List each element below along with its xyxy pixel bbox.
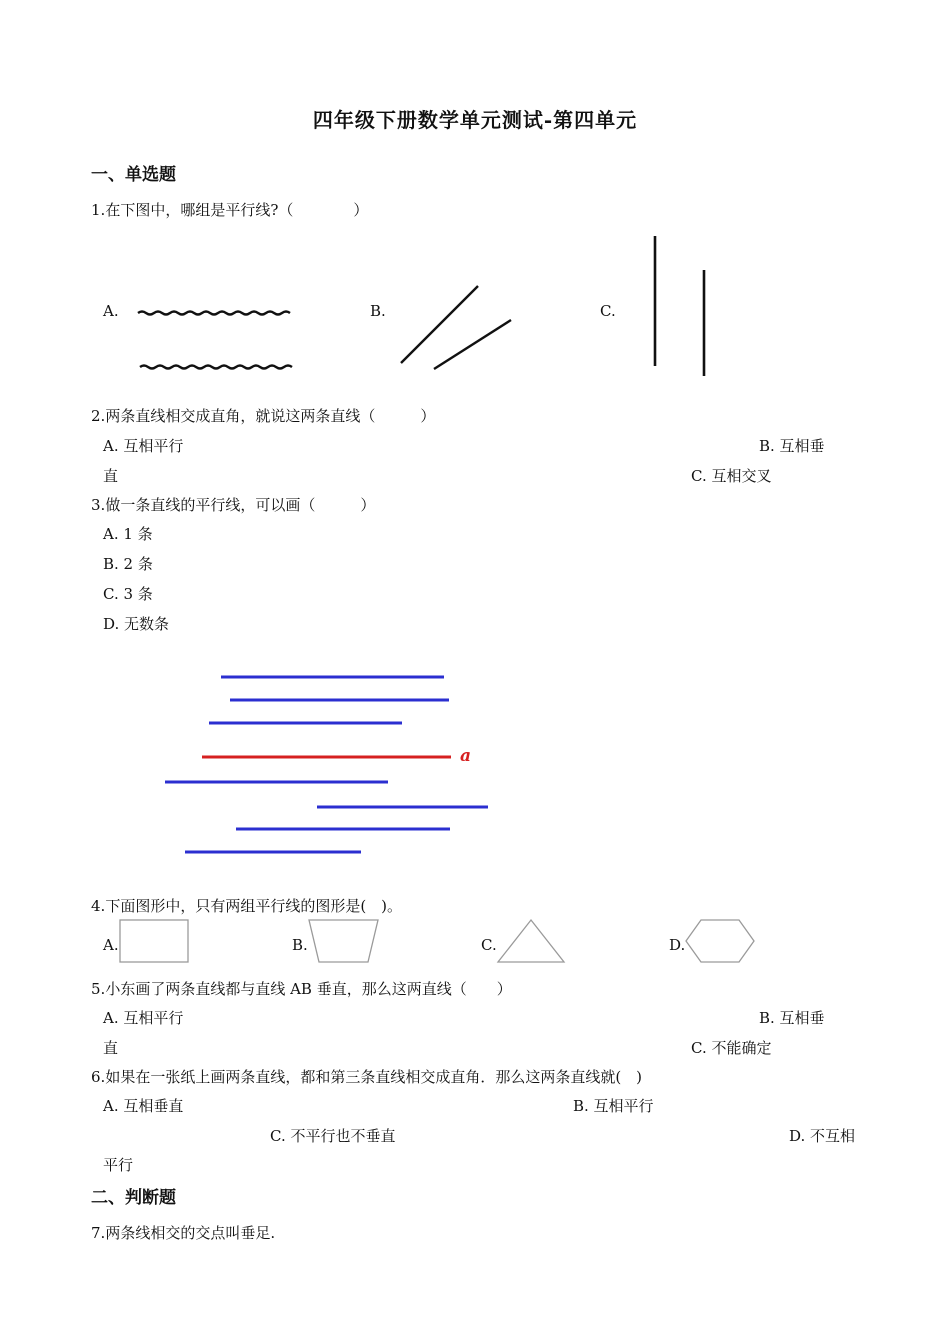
q4-hexagon-shape — [684, 918, 758, 966]
q4-option-d[interactable]: D. — [669, 936, 686, 954]
q1-option-a[interactable]: A. — [103, 302, 119, 320]
question-2 — [91, 405, 435, 426]
question-text: 小东画了两条直线都与直线 AB 垂直，那么这两直线（ ） — [105, 980, 512, 998]
q1-figure-vertical-lines — [640, 232, 720, 382]
section-heading-true-false: 二、判断题 — [91, 1188, 176, 1208]
q4-triangle-shape — [496, 918, 568, 966]
question-text: 下面图形中，只有两组平行线的图形是( )。 — [105, 897, 403, 915]
line-a-label: a — [460, 746, 472, 766]
q5-option-b-wrap: 直 — [103, 1039, 119, 1057]
q3-figure-parallel-lines — [160, 670, 500, 860]
question-number: 6. — [91, 1068, 106, 1086]
q4-option-c[interactable]: C. — [481, 936, 497, 954]
question-5 — [91, 978, 512, 999]
q3-option-c[interactable]: C. 3 条 — [103, 585, 153, 603]
question-number: 5. — [91, 980, 106, 998]
question-text: 两条线相交的交点叫垂足. — [105, 1224, 276, 1242]
question-text: 在下图中，哪组是平行线?（ ） — [105, 201, 369, 219]
q4-rectangle-shape — [118, 918, 192, 966]
q3-option-d[interactable]: D. 无数条 — [103, 615, 170, 633]
q6-option-d-wrap: 平行 — [103, 1156, 134, 1174]
q5-option-a[interactable]: A. 互相平行 — [103, 1009, 184, 1027]
wavy-line-top — [138, 312, 290, 315]
q6-option-d[interactable]: D. 不互相 — [789, 1127, 856, 1145]
q2-option-b[interactable]: B. 互相垂 — [759, 437, 825, 455]
page-title: 四年级下册数学单元测试-第四单元 — [312, 108, 638, 132]
question-1 — [91, 199, 368, 220]
q1-figure-slanted-lines — [395, 280, 520, 375]
question-text: 如果在一张纸上画两条直线，都和第三条直线相交成直角．那么这两条直线就( ) — [105, 1068, 643, 1086]
slanted-line-1 — [401, 286, 478, 363]
q2-option-a[interactable]: A. 互相平行 — [103, 437, 184, 455]
q6-option-a[interactable]: A. 互相垂直 — [103, 1097, 184, 1115]
question-number: 4. — [91, 897, 106, 915]
question-number: 7. — [91, 1224, 106, 1242]
q2-option-c[interactable]: C. 互相交叉 — [691, 467, 772, 485]
q1-figure-wavy-lines — [130, 300, 300, 380]
q4-option-b[interactable]: B. — [292, 936, 308, 954]
section-heading-single-choice: 一、单选题 — [91, 165, 176, 185]
question-number: 1. — [91, 201, 106, 219]
question-3 — [91, 494, 375, 515]
question-text: 做一条直线的平行线，可以画（ ） — [105, 496, 376, 514]
q6-option-b[interactable]: B. 互相平行 — [573, 1097, 654, 1115]
q4-option-a[interactable]: A. — [103, 936, 119, 954]
question-7 — [91, 1222, 275, 1243]
question-number: 2. — [91, 407, 106, 425]
q6-option-c[interactable]: C. 不平行也不垂直 — [270, 1127, 396, 1145]
q3-option-a[interactable]: A. 1 条 — [103, 525, 153, 543]
q3-option-b[interactable]: B. 2 条 — [103, 555, 153, 573]
question-4 — [91, 895, 402, 916]
q1-option-b[interactable]: B. — [370, 302, 386, 320]
question-number: 3. — [91, 496, 106, 514]
question-6 — [91, 1066, 642, 1087]
slanted-line-2 — [434, 320, 511, 369]
q5-option-b[interactable]: B. 互相垂 — [759, 1009, 825, 1027]
q5-option-c[interactable]: C. 不能确定 — [691, 1039, 772, 1057]
q4-trapezoid-shape — [307, 918, 381, 966]
question-text: 两条直线相交成直角，就说这两条直线（ ） — [105, 407, 436, 425]
wavy-line-bottom — [140, 366, 292, 369]
q1-option-c[interactable]: C. — [600, 302, 616, 320]
q2-option-b-wrap: 直 — [103, 467, 119, 485]
